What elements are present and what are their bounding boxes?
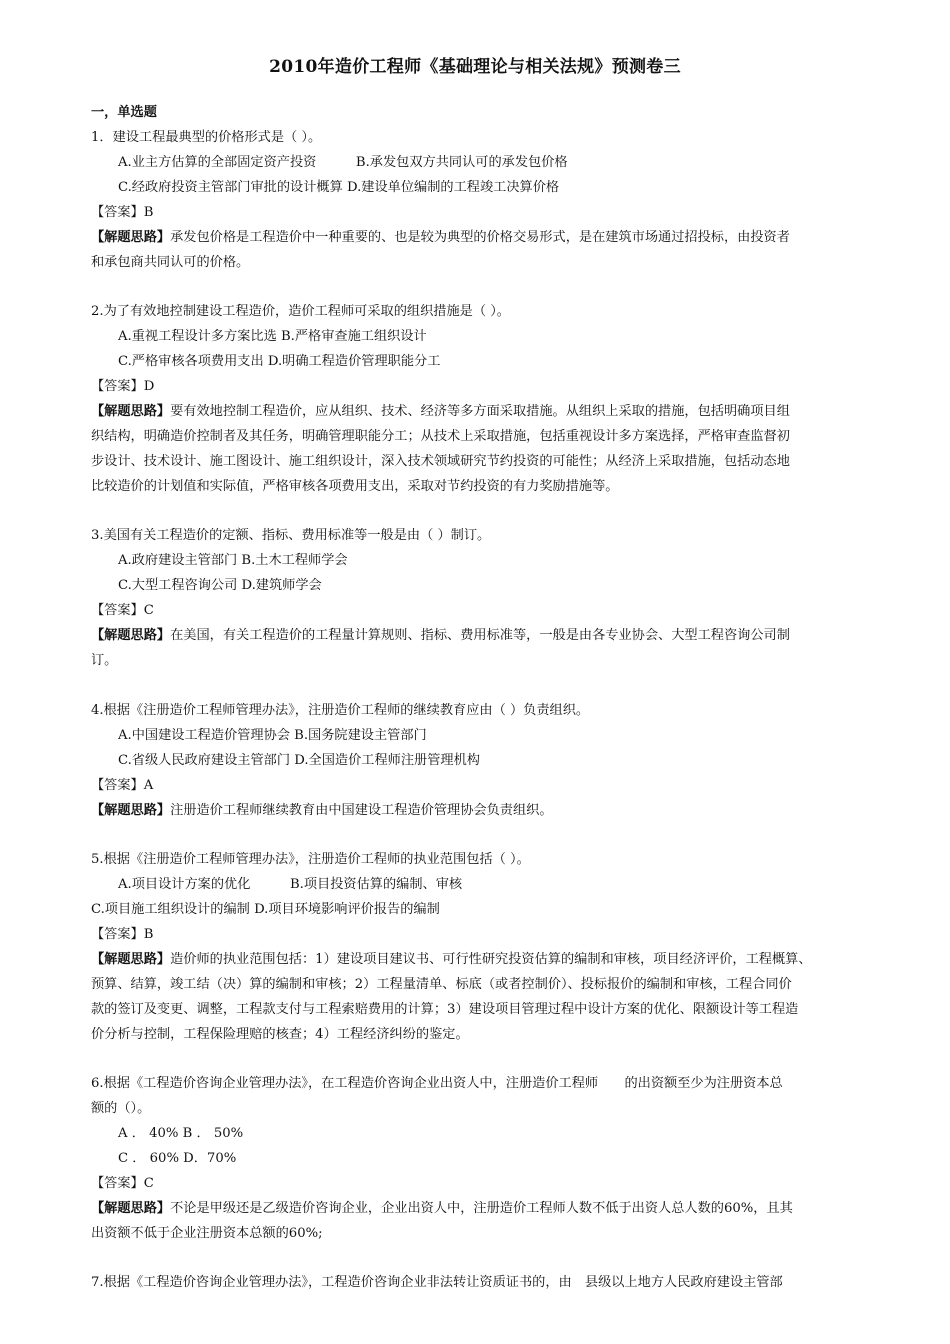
question-6-answer (91, 1171, 154, 1196)
question-2-stem: 2.为了有效地控制建设工程造价，造价工程师可采取的组织措施是（ ）。 (91, 304, 510, 319)
question-3-options-2: C.大型工程咨询公司 D.建筑师学会 (118, 578, 322, 593)
answer-value: A (143, 778, 154, 793)
question-2-analysis-3: 步设计、技术设计、施工图设计、施工组织设计，深入技术领域研究节约投资的可能性；从经济上采取措施，包括动态地 (91, 454, 790, 469)
question-2-analysis-4: 比较造价的计划值和实际值，严格审核各项费用支出，采取对节约投资的有力奖励措施等。 (91, 479, 619, 494)
question-2-answer (91, 374, 154, 399)
question-5-analysis-4: 价分析与控制，工程保险理赔的核查；4）工程经济纠纷的鉴定。 (91, 1027, 469, 1042)
question-1-answer (91, 200, 153, 225)
question-5-analysis-2: 预算、结算，竣工结（决）算的编制和审核；2）工程量清单、标底（或者控制价）、投标报价的编制和审核，工程合同价 (91, 977, 792, 992)
question-1-analysis-2: 和承包商共同认可的价格。 (91, 255, 250, 270)
question-3-analysis-2: 订。 (91, 653, 118, 668)
question-4-stem: 4.根据《注册造价工程师管理办法》，注册造价工程师的继续教育应由（ ）负责组织。 (91, 703, 590, 718)
question-5-answer (91, 922, 153, 947)
question-3-analysis-1: 【解题思路】在美国，有关工程造价的工程量计算规则、指标、费用标准等，一般是由各专业协会、大型工程咨询公司制 (91, 628, 790, 643)
answer-tag: 【答案】 (91, 927, 144, 942)
analysis-tag: 【解题思路】 (91, 1201, 171, 1216)
question-6-analysis-2: 出资额不低于企业注册资本总额的60%; (91, 1226, 323, 1241)
answer-tag: 【答案】 (91, 379, 144, 394)
section-heading: 一，单选题 (91, 105, 157, 120)
answer-value: B (143, 927, 154, 942)
answer-value: C (143, 1176, 154, 1191)
analysis-tag: 【解题思路】 (91, 803, 171, 818)
question-1-analysis-1: 【解题思路】承发包价格是工程造价中一种重要的、也是较为典型的价格交易形式，是在建筑市场通过招投标，由投资者 (91, 230, 790, 245)
answer-tag: 【答案】 (91, 205, 144, 220)
question-2-options-1: A.重视工程设计多方案比选 B.严格审查施工组织设计 (118, 329, 427, 344)
answer-value: B (143, 205, 154, 220)
question-6-stem-1: 6.根据《工程造价咨询企业管理办法》，在工程造价咨询企业出资人中，注册造价工程师 的出资额至少为注册资本总 (91, 1076, 783, 1091)
question-1-options-1: A.业主方估算的全部固定资产投资 B.承发包双方共同认可的承发包价格 (118, 155, 568, 170)
question-6-analysis-1: 【解题思路】不论是甲级还是乙级造价咨询企业，企业出资人中，注册造价工程师人数不低于出资人总人数的60%，且其 (91, 1201, 793, 1216)
question-4-analysis-1: 【解题思路】注册造价工程师继续教育由中国建设工程造价管理协会负责组织。 (91, 803, 553, 818)
answer-value: C (143, 603, 154, 618)
answer-tag: 【答案】 (91, 603, 144, 618)
question-3-stem: 3.美国有关工程造价的定额、指标、费用标准等一般是由（ ）制订。 (91, 528, 491, 543)
answer-tag: 【答案】 (91, 1176, 144, 1191)
question-7-stem: 7.根据《工程造价咨询企业管理办法》，工程造价咨询企业非法转让资质证书的，由 县级以上地方人民政府建设主管部 (91, 1275, 783, 1290)
question-6-options-2: C ． 60% D．70% (118, 1151, 237, 1166)
document-title: 2010年造价工程师《基础理论与相关法规》预测卷三 (269, 57, 681, 77)
answer-tag: 【答案】 (91, 778, 144, 793)
question-3-answer (91, 598, 154, 623)
question-5-analysis-3: 款的签订及变更、调整，工程款支付与工程索赔费用的计算；3）建设项目管理过程中设计方案的优化、限额设计等工程造 (91, 1002, 799, 1017)
question-1-stem: 1．建设工程最典型的价格形式是（ ）。 (91, 130, 322, 145)
analysis-tag: 【解题思路】 (91, 404, 171, 419)
question-5-options-1: A.项目设计方案的优化 B.项目投资估算的编制、审核 (118, 877, 463, 892)
answer-value: D (143, 379, 155, 394)
question-3-options-1: A.政府建设主管部门 B.土木工程师学会 (118, 553, 348, 568)
analysis-tag: 【解题思路】 (91, 230, 171, 245)
question-5-options-2: C.项目施工组织设计的编制 D.项目环境影响评价报告的编制 (91, 902, 440, 917)
question-4-options-2: C.省级人民政府建设主管部门 D.全国造价工程师注册管理机构 (118, 753, 480, 768)
question-2-analysis-2: 织结构，明确造价控制者及其任务，明确管理职能分工；从技术上采取措施，包括重视设计多方案选择，严格审查监督初 (91, 429, 790, 444)
question-4-options-1: A.中国建设工程造价管理协会 B.国务院建设主管部门 (118, 728, 427, 743)
question-5-analysis-1: 【解题思路】造价师的执业范围包括：1）建设项目建议书、可行性研究投资估算的编制和审核，项目经济评价，工程概算、 (91, 952, 812, 967)
question-6-stem-2: 额的（）。 (91, 1101, 151, 1116)
question-2-analysis-1: 【解题思路】要有效地控制工程造价，应从组织、技术、经济等多方面采取措施。从组织上采取的措施，包括明确项目组 (91, 404, 790, 419)
question-1-options-2: C.经政府投资主管部门审批的设计概算 D.建设单位编制的工程竣工决算价格 (118, 180, 560, 195)
question-6-options-1: A ． 40% B ． 50% (118, 1126, 244, 1141)
analysis-tag: 【解题思路】 (91, 952, 171, 967)
analysis-tag: 【解题思路】 (91, 628, 171, 643)
question-5-stem: 5.根据《注册造价工程师管理办法》，注册造价工程师的执业范围包括（ ）。 (91, 852, 530, 867)
question-4-answer (91, 773, 153, 798)
question-2-options-2: C.严格审核各项费用支出 D.明确工程造价管理职能分工 (118, 354, 441, 369)
